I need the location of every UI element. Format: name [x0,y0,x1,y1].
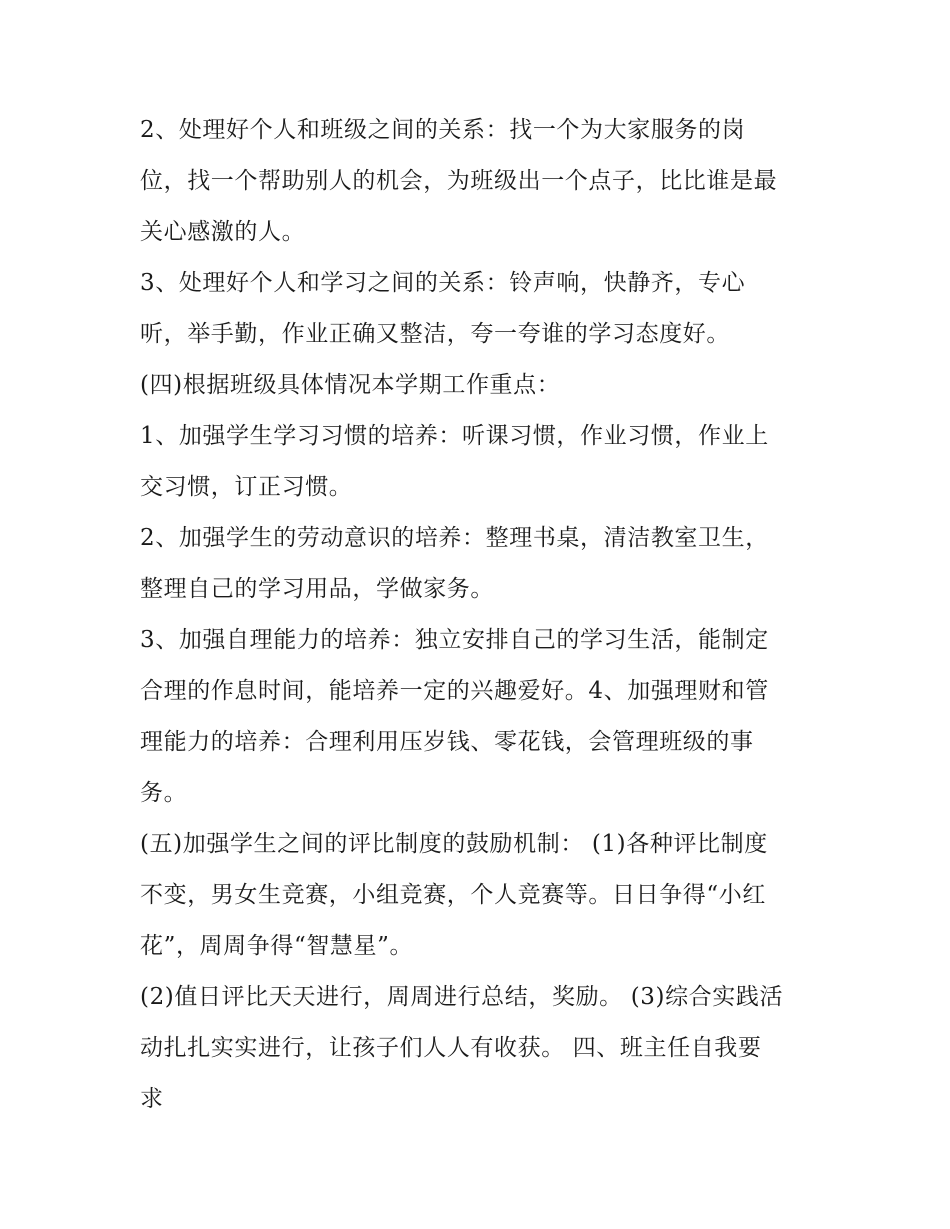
section-heading: (五)加强学生之间的评比制度的鼓励机制： (1)各种评比制度 [140,831,768,857]
text-line: 动扎扎实实进行，让孩子们人人有收获。 四、班主任自我要 [140,1035,762,1061]
text-line: 务。 [140,780,188,806]
text-line: 合理的作息时间，能培养一定的兴趣爱好。4、加强理财和管 [140,678,769,704]
text-line: 听，举手勤，作业正确又整洁，夸一夸谁的学习态度好。 [140,321,730,347]
text-line: 2、处理好个人和班级之间的关系：找一个为大家服务的岗 [140,117,746,143]
text-line: 1、加强学生学习习惯的培养：听课习惯，作业习惯，作业上 [140,423,769,449]
text-line: 不变，男女生竞赛，小组竞赛，个人竞赛等。日日争得“小红 [140,882,766,908]
text-line: 理能力的培养：合理利用压岁钱、零花钱，会管理班级的事 [140,729,754,755]
text-line: 3、加强自理能力的培养：独立安排自己的学习生活，能制定 [140,627,769,653]
text-line: 整理自己的学习用品，学做家务。 [140,576,494,602]
text-line: 位，找一个帮助别人的机会，为班级出一个点子，比比谁是最 [140,168,778,194]
text-line: (2)值日评比天天进行，周周进行总结，奖励。 (3)综合实践活 [140,984,784,1010]
section-heading: (四)根据班级具体情况本学期工作重点： [140,372,561,398]
text-line: 花”，周周争得“智慧星”。 [140,933,414,959]
text-line: 3、处理好个人和学习之间的关系：铃声响，快静齐，专心 [140,270,746,296]
text-line: 求 [140,1086,164,1112]
text-line: 2、加强学生的劳动意识的培养：整理书桌，清洁教室卫生， [140,525,769,551]
text-line: 交习惯，订正习惯。 [140,474,353,500]
text-line: 关心感激的人。 [140,219,306,245]
